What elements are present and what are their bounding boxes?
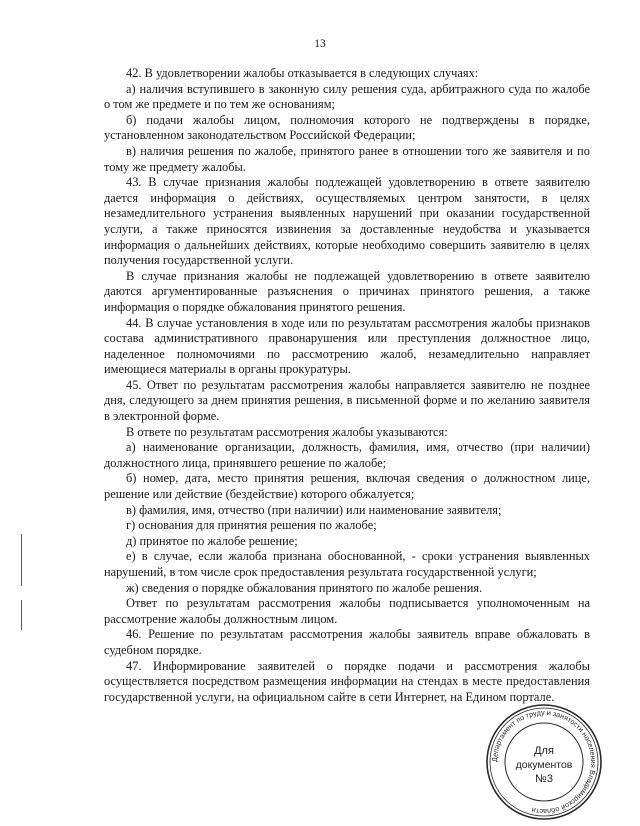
document-body: [104, 66, 590, 705]
margin-mark: [21, 600, 22, 630]
paragraph: ж) сведения о порядке обжалования принятого по жалобе решения.: [126, 580, 483, 595]
paragraph: 45. Ответ по результатам рассмотрения жалобы направляется заявителю не позднее дня, следующего за днем принятия решения, в письменной форме и по желанию заявителя в электронной форме.: [104, 377, 590, 424]
paragraph: а) наименование организации, должность, фамилия, имя, отчество (при наличии) должностного лица, принявшего решение по жалобе;: [104, 440, 590, 470]
paragraph: В случае признания жалобы не подлежащей удовлетворению в ответе заявителю даются аргументированные разъяснения о причинах принятого решения, а также информация о порядке обжалования принятого решения.: [104, 268, 590, 314]
paragraph: е) в случае, если жалоба признана обоснованной, - сроки устранения выявленных нарушений, в том числе срок предоставления результата государственной услуги;: [104, 549, 590, 579]
stamp-line2: документов: [515, 759, 573, 771]
paragraph: 47. Информирование заявителей о порядке подачи и рассмотрения жалобы осуществляется посредством размещения информации на стендах в месте предоставления государственной услуги, на официальном сайте в сети Интернет, на Едином портале.: [104, 658, 590, 704]
paragraph: В ответе по результатам рассмотрения жалобы указываются:: [126, 424, 448, 439]
paragraph: 43. В случае признания жалобы подлежащей удовлетворению в ответе заявителю дается информация о действиях, осуществляемых центром занятости, в целях незамедлительного устранения выявленных нарушений при оказании государственной услуги, а также приносятся извинения за доставленные неудобства и указывается информация о дальнейших действиях, которые необходимо совершить заявителю в целях получения государственной услуги.: [104, 175, 590, 268]
paragraph: б) подачи жалобы лицом, полномочия которого не подтверждены в порядке, установленном законодательством Российской Федерации;: [104, 112, 590, 143]
stamp-line1: Для: [534, 745, 554, 757]
paragraph: 46. Решение по результатам рассмотрения жалобы заявитель вправе обжаловать в судебном порядке.: [104, 627, 590, 657]
stamp: [484, 702, 604, 822]
paragraph: б) номер, дата, место принятия решения, включая сведения о должностном лице, решение или действие (бездействие) которого обжалуется;: [104, 471, 590, 502]
paragraph: 42. В удовлетворении жалобы отказывается в следующих случаях:: [126, 66, 479, 80]
stamp-ring-text: Департамент по труду и занятости населения Владимирской области: [489, 707, 599, 817]
paragraph: а) наличия вступившего в законную силу решения суда, арбитражного суда по жалобе о том же предмете и по тем же основаниям;: [104, 81, 590, 112]
page-number: 13: [314, 38, 326, 50]
paragraph: Ответ по результатам рассмотрения жалобы подписывается уполномоченным на рассмотрение жалобы должностным лицом.: [104, 596, 590, 626]
paragraph: в) наличия решения по жалобе, принятого ранее в отношении того же заявителя и по тому же предмету жалобы.: [104, 143, 590, 174]
paragraph: в) фамилия, имя, отчество (при наличии) или наименование заявителя;: [126, 502, 502, 517]
paragraph: г) основания для принятия решения по жалобе;: [126, 518, 377, 533]
paragraph: д) принятое по жалобе решение;: [126, 533, 298, 548]
stamp-line3: №3: [535, 773, 553, 785]
paragraph: 44. В случае установления в ходе или по результатам рассмотрения жалобы признаков состава административного правонарушения или преступления должностное лицо, наделенное полномочиями по рассмотрению жалоб, незамедлительно направляет имеющиеся материалы в органы прокуратуры.: [104, 315, 590, 377]
margin-mark: [21, 534, 22, 586]
